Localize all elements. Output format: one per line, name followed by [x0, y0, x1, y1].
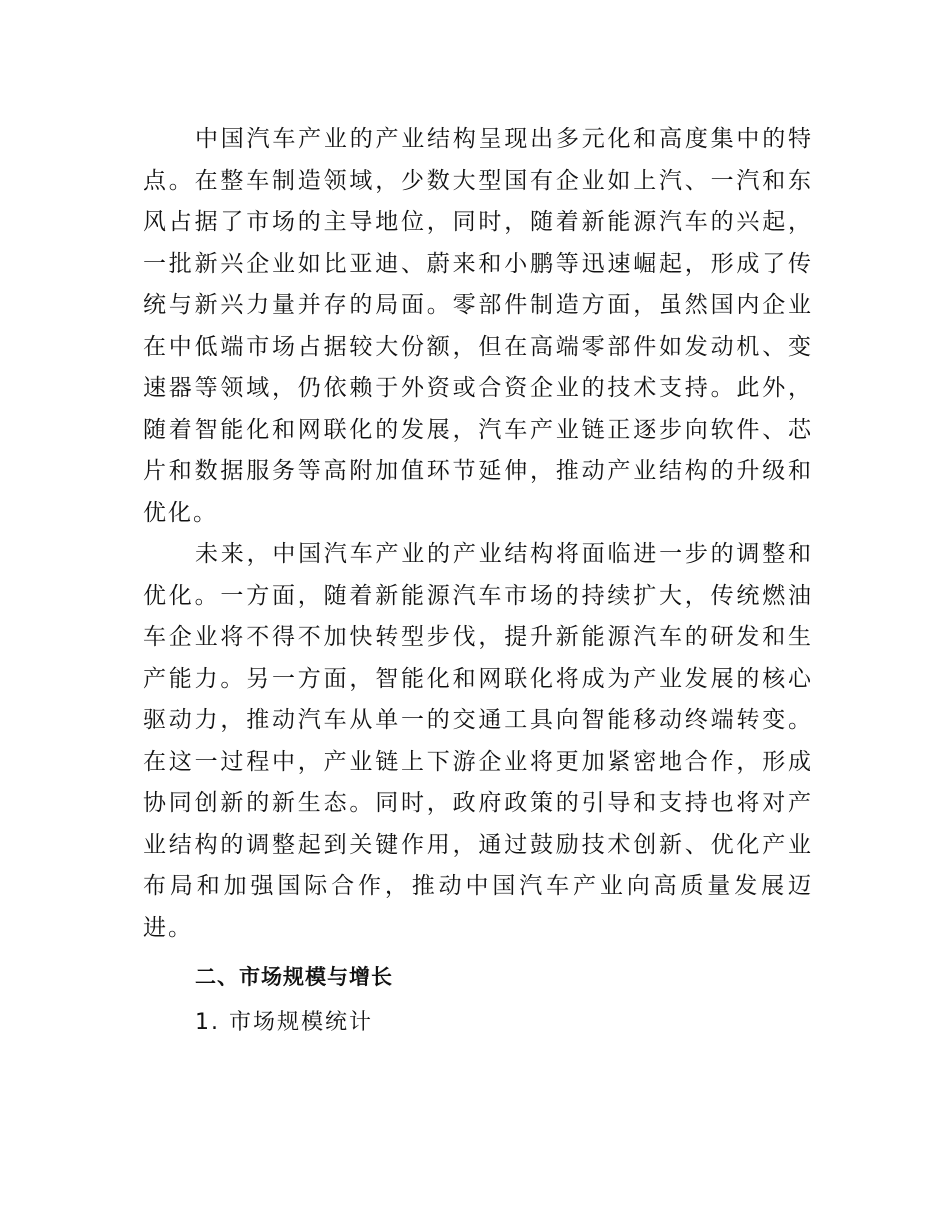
section-heading: 二、市场规模与增长: [195, 965, 393, 989]
document-body: [143, 119, 813, 1043]
subsection-heading: 1. 市场规模统计: [195, 1009, 373, 1035]
paragraph-industry-structure: 中国汽车产业的产业结构呈现出多元化和高度集中的特点。在整车制造领域，少数大型国有企业如上汽、一汽和东风占据了市场的主导地位，同时，随着新能源汽车的兴起，一批新兴企业如比亚迪、蔚来和小鹏等迅速崛起，形成了传统与新兴力量并存的局面。零部件制造方面，虽然国内企业在中低端市场占据较大份额，但在高端零部件如发动机、变速器等领域，仍依赖于外资或合资企业的技术支持。此外，随着智能化和网联化的发展，汽车产业链正逐步向软件、芯片和数据服务等高附加值环节延伸，推动产业结构的升级和优化。: [143, 126, 813, 526]
paragraph-future-outlook: 未来，中国汽车产业的产业结构将面临进一步的调整和优化。一方面，随着新能源汽车市场的持续扩大，传统燃油车企业将不得不加快转型步伐，提升新能源汽车的研发和生产能力。另一方面，智能化和网联化将成为产业发展的核心驱动力，推动汽车从单一的交通工具向智能移动终端转变。在这一过程中，产业链上下游企业将更加紧密地合作，形成协同创新的新生态。同时，政府政策的引导和支持也将对产业结构的调整起到关键作用，通过鼓励技术创新、优化产业布局和加强国际合作，推动中国汽车产业向高质量发展迈进。: [143, 541, 813, 941]
